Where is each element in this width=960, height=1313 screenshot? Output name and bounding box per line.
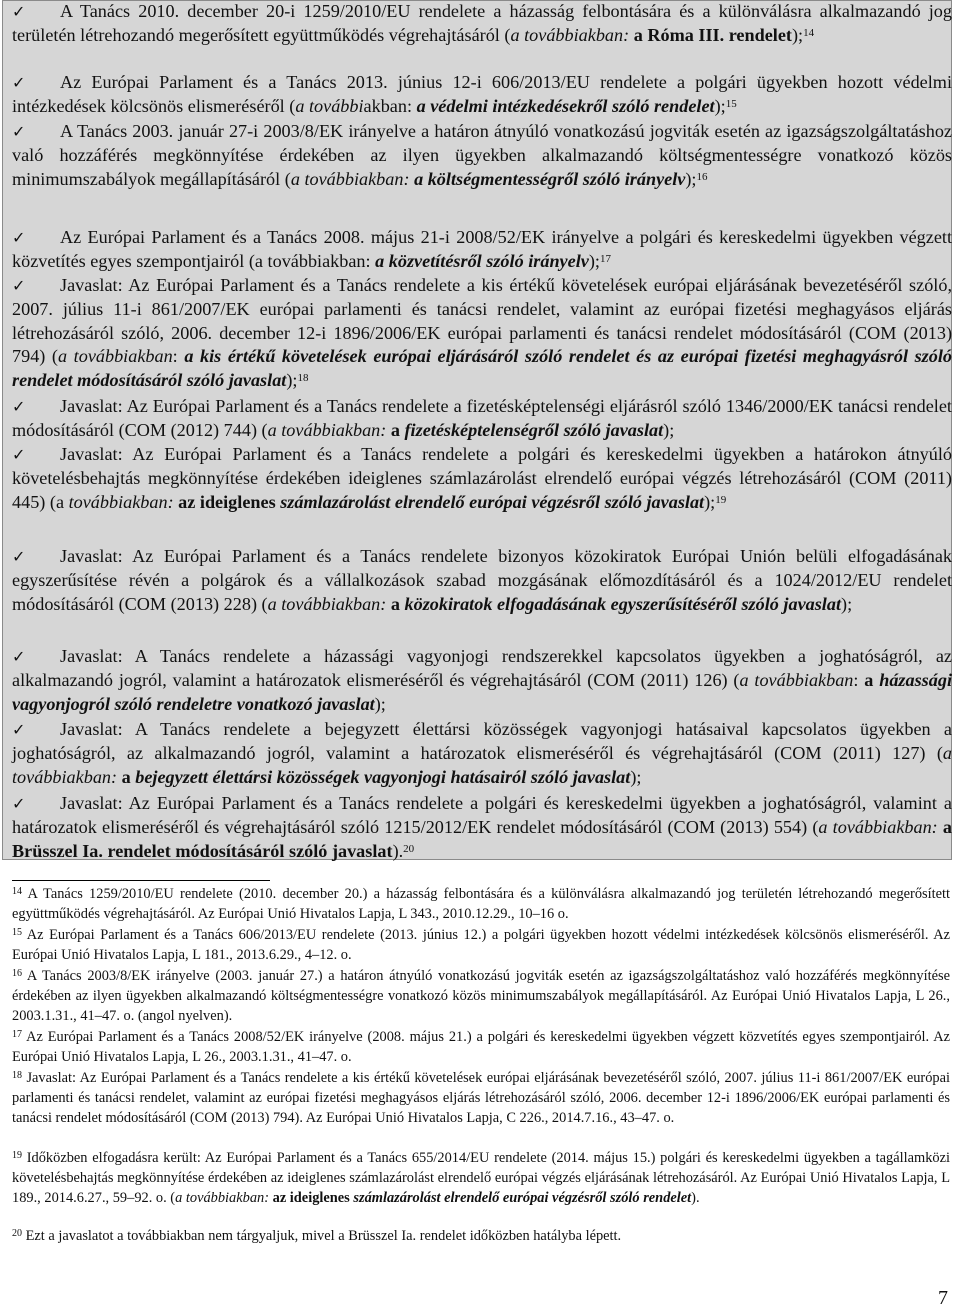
bold-text: a Róma III. rendelet <box>633 24 792 45</box>
list-item <box>12 0 952 48</box>
bold-italic-text: számlazárolást elrendelő európai végzésről szóló javaslat <box>280 491 705 512</box>
italic-text: a továbbiakban: <box>818 816 943 837</box>
footnote-number: 14 <box>12 886 22 897</box>
text-run: Javaslat: Az Európai Parlament és a Tanács rendelete a kis értékű követelések európai eljárásának bevezetéséről szóló, 2007. július 11-i 861/2007/EK európai parlamenti és tanácsi rendelet, valamint az európai fizetési meghagyásos eljárás létrehozásáról szóló, 2006. december 12-i 1896/2006/EK európai parlamenti és tanácsi rendelet módosításáról (COM (2013) 794). Az Európai Unió Hivatalos Lapja, C 226., 2014.7.16., 43–47. o. <box>12 1070 950 1127</box>
bold-italic-text: a kis értékű követelések európai eljárásáról szóló rendelet és az európai fizetési meghagyásról szóló rendelet módosításáról szóló javaslat <box>12 346 952 391</box>
list-item <box>12 274 952 393</box>
checkmark-icon: ✓ <box>12 445 26 464</box>
page-number: 7 <box>938 1287 948 1309</box>
bold-italic-text: közokiratok elfogadásának egyszerűsítéséről szóló javaslat <box>404 593 842 614</box>
list-item <box>12 120 952 191</box>
list-item <box>12 395 952 443</box>
text-run: ); <box>714 95 726 116</box>
text-run: A Tanács 2010. december 20-i 1259/2010/EU rendelete a házasság felbontására és a különválásra alkalmazandó jog területén létrehozandó megerősített együttműködés végrehajtásáról ( <box>12 1 952 45</box>
text-run: Időközben elfogadásra került: Az Európai Parlament és a Tanács 655/2014/EU rendelete (2014. május 15.) polgári és kereskedelmi ügyekben a tagállamközi követelésbehajtás megkönnyítése érdekében az ideiglenes számlazárolást elrendelő európai végzés eljárásának létrehozásáról. Az Európai Unió Hivatalos Lapja, L 189., 2014.6.27., 59–92. o. ( <box>12 1150 950 1207</box>
text-run: ). <box>392 840 404 861</box>
bold-text: az ideiglenes <box>178 491 281 512</box>
italic-text: a továbbiakban: <box>267 419 391 440</box>
bold-text: a <box>121 766 136 787</box>
text-run: Az Európai Parlament és a Tanács 606/2013/EU rendelete (2013. június 12.) a polgári ügyekben hozott védelmi intézkedések kölcsönös elismeréséről. Az Európai Unió Hivatalos Lapja, L 181., 2013.6.29., 4–12. o. <box>12 927 950 964</box>
text-run: ); <box>630 766 642 787</box>
footnote-number: 17 <box>12 1029 22 1040</box>
footnote-number: 16 <box>12 968 22 979</box>
bold-italic-text: számlazárolást elrendelő európai végzésről szóló rendelet <box>353 1190 692 1207</box>
footnote-ref: 18 <box>297 372 309 385</box>
bold-text: a <box>864 669 880 690</box>
text-run: akban: <box>363 95 417 116</box>
text-run: Javaslat: Az Európai Parlament és a Tanács rendelete a polgári és kereskedelmi ügyekben a határokon átnyúló követelésbehajtás megkönnyítése érdekében ideiglenes számlazárolást elrendelő európai végzés létrehozásáról (COM (2011) 445) (a <box>12 444 952 512</box>
text-run: Javaslat: A Tanács rendelete a házassági vagyonjogi rendszerekkel kapcsolatos ügyekben a joghatóságról, az alkalmazandó jogról, valamint a határozatok elismeréséről és végrehajtásáról (COM (2011) 126) ( <box>12 646 952 690</box>
footnote <box>12 884 950 924</box>
text-run: ); <box>841 593 853 614</box>
italic-text: a továbbiakban <box>57 346 173 367</box>
footnote <box>12 1027 950 1067</box>
text-run: A Tanács 2003/8/EK irányelve (2003. január 27.) a határon átnyúló vonatkozású jogviták esetén az igazságszolgáltatáshoz való hozzáférés megkönnyítése érdekében az ilyen ügyekben alkalmazandó költségmentességre vonatkozó közös minimumszabályok megállapításáról. Az Európai Unió Hivatalos Lapja, L 26., 2003.1.31., 41–47. o. (angol nyelven). <box>12 968 951 1025</box>
italic-text: a továbbiakban: <box>267 593 391 614</box>
italic-text: a további <box>295 95 364 116</box>
italic-text: a továbbiakban: <box>290 168 415 189</box>
bold-italic-text: a közvetítésről szóló irányelv <box>375 250 589 271</box>
checkmark-icon: ✓ <box>12 276 26 295</box>
footnote-ref: 15 <box>725 97 737 110</box>
text-run: : <box>853 669 865 690</box>
text-run: ). <box>691 1190 700 1207</box>
text-run: A Tanács 1259/2010/EU rendelete (2010. december 20.) a házasság felbontására és a különválásra alkalmazandó jog területén létrehozandó megerősített együttműködés végrehajtásáról. Az Európai Unió Hivatalos Lapja, L 343., 2010.12.29., 10–16 o. <box>12 886 950 923</box>
bold-italic-text: bejegyzett élettársi közösségek vagyonjogi hatásairól szóló javaslat <box>135 766 631 787</box>
text-run: : <box>172 346 185 367</box>
footnote <box>12 1068 950 1129</box>
checkmark-icon: ✓ <box>12 2 26 21</box>
footnote-ref: 16 <box>696 170 708 183</box>
text-run: ); <box>792 24 804 45</box>
checkmark-icon: ✓ <box>12 547 26 566</box>
italic-text: továbbiakban: <box>68 491 179 512</box>
list-item <box>12 718 952 789</box>
text-run: ); <box>286 370 298 391</box>
text-run: Az Európai Parlament és a Tanács 2008. május 21-i 2008/52/EK irányelve a polgári és kereskedelmi ügyekben végzett közvetítés egyes szempontjairól (a továbbiakban: <box>12 227 952 271</box>
list-item <box>12 545 952 616</box>
footnote <box>12 1226 950 1246</box>
checkmark-icon: ✓ <box>12 720 26 739</box>
footnote-ref: 17 <box>599 252 611 265</box>
italic-text: a továbbiakban: <box>12 742 952 787</box>
italic-text: a továbbiakban <box>739 669 854 690</box>
footnote-number: 20 <box>12 1228 22 1239</box>
list-item <box>12 645 952 716</box>
bold-italic-text: fizetésképtelenségről szóló javaslat <box>404 419 664 440</box>
text-run: Az Európai Parlament és a Tanács 2013. június 12-i 606/2013/EU rendelete a polgári ügyekben hozott védelmi intézkedések kölcsönös elismeréséről ( <box>12 72 952 116</box>
footnote <box>12 1148 950 1209</box>
text-run: ); <box>685 168 697 189</box>
text-run: Ezt a javaslatot a továbbiakban nem tárgyaljuk, mivel a Brüsszel Ia. rendelet időközben hatályba lépett. <box>25 1228 622 1244</box>
list-item <box>12 226 952 274</box>
italic-text: a továbbiakban: <box>510 24 634 45</box>
italic-text: a továbbiakban: <box>175 1190 273 1207</box>
text-run: A Tanács 2003. január 27-i 2003/8/EK irányelve a határon átnyúló vonatkozású jogviták esetén az igazságszolgáltatáshoz való hozzáférés megkönnyítése érdekében az ilyen ügyekben alkalmazandó költségmentességre vonatkozó közös minimumszabályok megállapításáról ( <box>12 121 952 189</box>
bold-text: a <box>390 419 405 440</box>
checkmark-icon: ✓ <box>12 794 26 813</box>
bold-italic-text: a költségmentességről szóló irányelv <box>414 168 686 189</box>
bold-text: a Brüsszel Ia. rendelet módosításáról szóló javaslat <box>12 816 952 861</box>
footnote <box>12 925 950 965</box>
footnote-number: 19 <box>12 1150 22 1161</box>
checkmark-icon: ✓ <box>12 73 26 92</box>
bold-text: a <box>390 593 405 614</box>
footnote <box>12 966 950 1027</box>
text-run: ); <box>588 250 600 271</box>
bold-text: az ideiglenes <box>272 1190 354 1207</box>
checkmark-icon: ✓ <box>12 647 26 666</box>
text-run: Javaslat: A Tanács rendelete a bejegyzett élettársi közösségek vagyonjogi hatásaival kapcsolatos ügyekben a joghatóságról, az alkalmazandó jogról, valamint a határozatok elismeréséről és végrehajtásáról (COM (2011) 127) ( <box>12 719 952 763</box>
text-run: ); <box>704 491 716 512</box>
bold-italic-text: házassági vagyonjogról szóló rendeletre vonatkozó javaslat <box>12 669 952 714</box>
text-run: Javaslat: Az Európai Parlament és a Tanács rendelete a kis értékű követelések európai eljárásának bevezetéséről szóló, 2007. július 11-i 861/2007/EK európai parlamenti és tanácsi rendelet, valamint az európai fizetési meghagyásos eljárás létrehozásáról szóló, 2006. december 12-i 1896/2006/EK európai parlamenti és tanácsi rendelet módosításáról (COM (2013) 794) ( <box>12 275 952 367</box>
footnote-ref: 20 <box>403 842 415 855</box>
list-item <box>12 443 952 514</box>
bold-italic-text: a védelmi intézkedésekről szóló rendelet <box>416 95 715 116</box>
footnote-separator <box>12 880 270 881</box>
text-run: ); <box>374 693 386 714</box>
footnote-ref: 14 <box>803 26 815 39</box>
list-item <box>12 71 952 119</box>
footnote-ref: 19 <box>715 493 727 506</box>
checkmark-icon: ✓ <box>12 397 26 416</box>
checkmark-icon: ✓ <box>12 228 26 247</box>
text-run: Az Európai Parlament és a Tanács 2008/52/EK irányelve (2008. május 21.) a polgári és kereskedelmi ügyekben végzett közvetítés egyes szempontjairól. Az Európai Unió Hivatalos Lapja, L 26., 2003.1.31., 41–47. o. <box>12 1029 950 1066</box>
text-run: Javaslat: Az Európai Parlament és a Tanács rendelete bizonyos közokiratok Európai Unión belüli elfogadásának egyszerűsítése révén a polgárok és a vállalkozások szabad mozgásának előmozdításáról és a 1024/2012/EU rendelet módosításáról (COM (2013) 228) ( <box>12 546 952 614</box>
text-run: ); <box>663 419 675 440</box>
text-run: Javaslat: Az Európai Parlament és a Tanács rendelete a fizetésképtelenségi eljárásról szóló 1346/2000/EK tanácsi rendelet módosításáról (COM (2012) 744) ( <box>12 396 952 440</box>
footnote-number: 15 <box>12 927 22 938</box>
checkmark-icon: ✓ <box>12 122 26 141</box>
text-run: Javaslat: Az Európai Parlament és a Tanács rendelete a polgári és kereskedelmi ügyekben a joghatóságról, valamint a határozatok elismeréséről és végrehajtásáról szóló 1215/2012/EK rendelet módosításáról (COM (2013) 554) ( <box>12 793 952 837</box>
footnote-number: 18 <box>12 1070 22 1081</box>
list-item <box>12 792 952 863</box>
